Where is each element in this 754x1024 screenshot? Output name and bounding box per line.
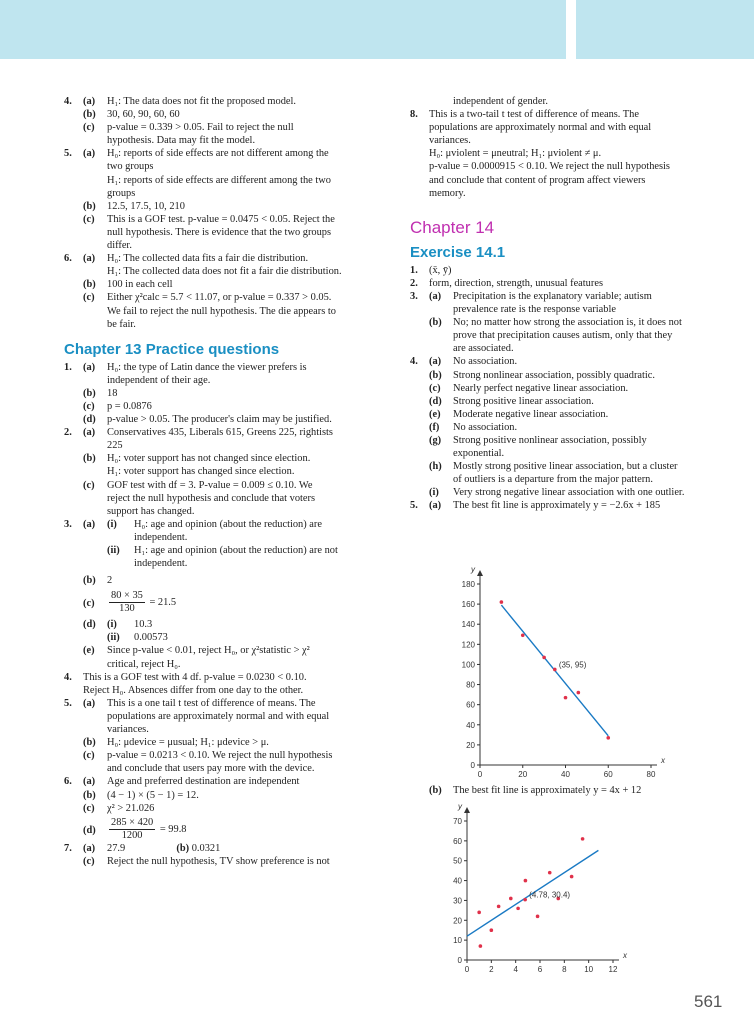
part-label: (b) [429, 785, 442, 796]
answer-text: groups [107, 187, 136, 199]
data-point [479, 944, 483, 948]
scatter-plot-b [440, 800, 627, 980]
answer-text: H₁: The data does not fit the proposed model. [107, 96, 296, 107]
subpart-label: (ii) [107, 632, 120, 644]
answer-part [64, 736, 374, 749]
answer-part [64, 855, 374, 868]
answer-part [64, 400, 374, 413]
answer-text: Either χ²calc = 5.7 < 11.07, or p-value = 0.337 > 0.05. [107, 292, 332, 304]
page-number: 561 [694, 992, 723, 1011]
exercise-3 [410, 290, 732, 316]
answer-value: 0.0321 [191, 842, 221, 854]
question-number: 4. [64, 96, 72, 107]
question-number: 5. [64, 697, 72, 709]
practice-heading: Chapter 13 Practice questions [64, 340, 280, 358]
answer-text: Very strong negative linear association with one outlier. [453, 487, 685, 499]
y-tick-label: 120 [461, 640, 475, 650]
question-number: 5. [410, 500, 418, 512]
answer-text: H₀: μviolent = μneutral; H₁: μviolent ≠ μ. [429, 148, 602, 160]
part-label: (b) [83, 200, 96, 212]
x-tick-label: 6 [537, 965, 543, 974]
answer-text: p-value = 0.0213 < 0.10. We reject the null hypothesis [107, 750, 333, 762]
part-label: (a) [83, 518, 96, 530]
part-label: (c) [83, 750, 95, 762]
x-tick-label: 2 [489, 965, 494, 974]
answer-text: Conservatives 435, Liberals 615, Greens 225, rightists [107, 427, 333, 439]
y-tick-label: 80 [466, 680, 475, 690]
answer-part [64, 479, 374, 518]
part-label: (i) [429, 487, 439, 499]
answer-text: Strong nonlinear association, possibly quadratic. [453, 369, 656, 381]
answer-text: 2 [107, 575, 113, 587]
data-point [577, 691, 581, 695]
question-number: 7. [64, 842, 72, 854]
data-point [477, 911, 481, 915]
answer-text: The best fit line is approximately y = 4x + 12 [453, 785, 642, 796]
y-axis-label: y [471, 565, 475, 574]
answer-text: Strong positive linear association. [453, 395, 594, 407]
answer-text: variances. [107, 724, 149, 736]
answer-text [64, 590, 374, 615]
subpart-label: (i) [107, 619, 117, 631]
exercise-4 [410, 355, 732, 368]
answer-text: Age and preferred destination are independent [107, 776, 300, 788]
y-tick-label: 20 [466, 740, 475, 750]
part-label: (e) [83, 645, 95, 657]
answer-text: Precipitation is the explanatory variable; autism [453, 290, 652, 302]
question-number: 2. [410, 277, 418, 289]
answer-text: support has changed. [107, 505, 195, 517]
x-axis-label: x [623, 951, 627, 960]
y-axis-arrow [477, 570, 483, 576]
part-label: (c) [83, 213, 95, 225]
answer-text: H₀: The collected data fits a fair die distribution. [107, 253, 309, 265]
answer-part [410, 316, 732, 355]
answer-text: Nearly perfect negative linear association. [453, 382, 629, 394]
part-label: (a) [429, 290, 442, 302]
part-label: (c) [83, 598, 95, 610]
answer-text: prevalence rate is the response variable [453, 304, 616, 316]
data-point [581, 837, 585, 841]
part-label: (b) [83, 453, 96, 465]
answer-text: 100 in each cell [107, 279, 173, 291]
answer-text: hypothesis. Data may fit the model. [107, 135, 256, 147]
answer-text: form, direction, strength, unusual features [429, 277, 603, 289]
answer-part [64, 291, 374, 330]
answer-text: H₀: voter support has not changed since election. [107, 453, 311, 465]
part-label: (a) [83, 253, 96, 265]
answer-part [410, 460, 732, 486]
part-label: (h) [429, 461, 442, 473]
answer-text: Reject the null hypothesis, TV show preference is not [107, 855, 330, 867]
answer-part [410, 395, 732, 408]
answer-text: H₀: reports of side effects are not different among the [107, 148, 329, 160]
answer-text: The best fit line is approximately y = −2.6x + 185 [453, 500, 661, 512]
answer-text: two groups [107, 161, 154, 173]
question-number: 4. [64, 671, 72, 683]
answer-part [64, 121, 374, 147]
question-number: 6. [64, 776, 72, 788]
answer-text: 10.3 [134, 619, 153, 631]
question-number: 3. [64, 518, 72, 530]
y-tick-label: 50 [453, 856, 462, 866]
answer-text [64, 842, 374, 855]
answer-text: H₁: The collected data does not fit a fair die distribution. [107, 266, 342, 278]
part-label: (c) [83, 479, 95, 491]
y-tick-label: 70 [453, 817, 462, 826]
y-tick-label: 30 [453, 896, 462, 906]
answer-part [64, 644, 374, 670]
answer-part [410, 369, 732, 382]
y-axis-label: y [458, 802, 462, 811]
x-tick-label: 10 [584, 965, 594, 974]
answer-text: and conclude that content of program affect viewers [429, 174, 646, 186]
data-point [521, 633, 525, 637]
question-number: 1. [410, 264, 418, 276]
answer-part [64, 574, 374, 587]
data-point [500, 600, 504, 604]
practice-7 [64, 842, 374, 855]
part-label: (c) [83, 122, 95, 134]
data-point [553, 668, 557, 672]
answer-text: (4 − 1) × (5 − 1) = 12. [107, 789, 199, 801]
fraction-numerator: 80 × 35 [111, 590, 143, 602]
question-number: 8. [410, 109, 418, 121]
practice-2 [64, 426, 374, 452]
part-label: (d) [429, 395, 442, 407]
answer-part [64, 544, 374, 570]
x-tick-label: 12 [608, 965, 618, 974]
y-tick-label: 0 [457, 956, 462, 965]
answer-text: No association. [453, 356, 518, 368]
part-label: (c) [83, 855, 95, 867]
part-label: (e) [429, 408, 441, 420]
answer-part [64, 817, 374, 842]
answer-part [64, 802, 374, 815]
answer-part [64, 200, 374, 213]
answer-part [64, 387, 374, 400]
x-tick-label: 80 [646, 770, 656, 779]
x-axis-label: x [661, 756, 665, 765]
y-tick-label: 40 [466, 720, 475, 730]
part-label: (d) [83, 619, 96, 631]
part-label: (b) [83, 789, 96, 801]
answer-text: exponential. [453, 448, 505, 460]
answer-text: This is a one tail t test of difference of means. The [107, 697, 316, 709]
exercise-5b [410, 784, 732, 797]
answer-part [64, 789, 374, 802]
answer-text: H₁: age and opinion (about the reduction) are not [134, 545, 338, 556]
question-number: 3. [410, 290, 418, 302]
practice-3 [64, 518, 374, 544]
answer-part [64, 278, 374, 291]
answer-text: p = 0.0876 [107, 400, 152, 412]
part-label: (d) [83, 824, 96, 836]
answer-text: Since p-value < 0.01, reject H₀, or χ²statistic > χ² [107, 645, 310, 657]
part-label: (a) [83, 842, 96, 854]
answer-text: critical, reject H₀. [107, 658, 181, 670]
header-band-right [576, 0, 754, 59]
fraction-numerator: 285 × 420 [111, 816, 154, 828]
question-number: 5. [64, 148, 72, 160]
part-label: (a) [83, 427, 96, 439]
answer-text: 18 [107, 387, 118, 399]
data-point [490, 928, 494, 932]
exercise-1 [410, 264, 732, 277]
x-tick-label: 40 [561, 770, 570, 779]
subpart-label: (ii) [107, 545, 120, 556]
practice-1 [64, 361, 374, 387]
fraction-denominator: 130 [119, 603, 135, 615]
part-label: (a) [429, 356, 442, 368]
part-label: (a) [83, 697, 96, 709]
part-label: (a) [83, 148, 96, 160]
data-point [564, 696, 568, 700]
scatter-plot-a [440, 565, 665, 782]
practice-5 [64, 697, 374, 736]
answer-part [410, 486, 732, 499]
part-label: (a) [429, 500, 442, 512]
chapter-heading: Chapter 14 [410, 217, 495, 237]
answer-text: variances. [429, 135, 471, 147]
part-label: (c) [429, 382, 441, 394]
answer-6 [64, 252, 374, 278]
answer-text: H₀: age and opinion (about the reduction) are [134, 518, 322, 530]
part-label: (c) [83, 292, 95, 304]
y-tick-label: 100 [461, 660, 475, 670]
x-tick-label: 8 [562, 965, 567, 974]
y-tick-label: 40 [453, 876, 462, 886]
answer-part [410, 434, 732, 460]
y-tick-label: 60 [453, 836, 462, 846]
answer-text: 225 [107, 440, 123, 452]
answer-text: χ² > 21.026 [107, 802, 155, 814]
answer-text: This is a two-tail t test of difference of means. The [429, 109, 639, 121]
x-tick-label: 4 [513, 965, 518, 974]
practice-6 [64, 775, 374, 788]
exercise-heading: Exercise 14.1 [410, 243, 506, 261]
answer-text: Strong positive nonlinear association, possibly [453, 434, 647, 446]
left-column [64, 95, 374, 868]
answer-text: independent of their age. [107, 374, 211, 386]
answer-text: populations are approximately normal and with equal [107, 710, 330, 722]
answer-text: Moderate negative linear association. [453, 408, 609, 420]
data-point [606, 736, 610, 740]
fraction-result: = 99.8 [159, 823, 187, 835]
data-point [497, 905, 501, 909]
fraction [109, 590, 145, 615]
data-point [542, 656, 546, 660]
answer-text: be fair. [107, 318, 136, 330]
answer-part [64, 618, 374, 631]
x-tick-label: 20 [518, 770, 528, 779]
answer-text: No association. [453, 421, 518, 433]
x-tick-label: 0 [477, 770, 483, 779]
answer-part [64, 213, 374, 252]
y-tick-label: 0 [470, 761, 475, 770]
answer-text: and conclude that users pay more with the device. [107, 763, 315, 775]
answer-text: (x̄, ȳ) [429, 264, 452, 276]
question-number: 2. [64, 427, 72, 439]
exercise-5 [410, 499, 732, 512]
answer-text: This is a GOF test with 4 df. p-value = 0.0230 < 0.10. [83, 671, 307, 683]
data-point [516, 907, 520, 911]
x-tick-label: 60 [603, 770, 613, 779]
answer-5 [64, 147, 374, 199]
part-label: (g) [429, 434, 442, 446]
y-axis-arrow [464, 807, 470, 813]
data-point [524, 879, 528, 883]
data-point [570, 875, 574, 879]
answer-part [64, 108, 374, 121]
part-label: (b) [83, 109, 96, 121]
answer-text: p-value > 0.05. The producer's claim may be justified. [107, 414, 332, 426]
answer-part [64, 749, 374, 775]
part-label: (c) [83, 400, 95, 412]
data-point [509, 897, 513, 901]
answer-text: Reject H₀. Absences differ from one day to the other. [83, 684, 304, 696]
fraction-result: = 21.5 [149, 597, 177, 609]
answer-part [410, 421, 732, 434]
answer-text: 0.00573 [134, 632, 168, 644]
data-point [536, 915, 540, 919]
answer-4 [64, 95, 374, 108]
point-annotation: (35, 95) [558, 660, 587, 670]
part-label: (a) [83, 361, 96, 373]
answer-text: of outliers is a departure from the major pattern. [453, 474, 653, 486]
part-label: (c) [83, 802, 95, 814]
part-label: (b) [83, 575, 96, 587]
question-number: 6. [64, 253, 72, 265]
answer-text: GOF test with df = 3. P-value = 0.009 ≤ 0.10. We [107, 479, 313, 491]
answer-text: H₁: reports of side effects are different among the two [107, 174, 331, 186]
subpart-label: (i) [107, 518, 117, 530]
fraction-denominator: 1200 [121, 829, 143, 841]
y-tick-label: 140 [461, 620, 475, 630]
y-tick-label: 160 [461, 600, 475, 610]
answer-value: 27.9 [107, 842, 126, 854]
answer-text: memory. [429, 187, 466, 199]
y-tick-label: 60 [466, 700, 475, 710]
practice-8 [410, 108, 732, 200]
answer-text: populations are approximately normal and with equal [429, 122, 652, 134]
part-label: (a) [83, 776, 96, 788]
data-point [548, 871, 552, 875]
header-band-left [0, 0, 566, 59]
part-label: (b) [176, 842, 190, 854]
answer-text: H₁: voter support has changed since election. [107, 466, 295, 478]
answer-text: p-value = 0.0000915 < 0.10. We reject the null hypothesis [429, 161, 670, 173]
data-point [523, 898, 527, 902]
part-label: (b) [429, 317, 442, 329]
answer-text: We fail to reject the null hypothesis. The die appears to [107, 305, 336, 317]
part-label: (b) [83, 387, 96, 399]
question-number: 4. [410, 356, 418, 368]
x-tick-label: 0 [464, 965, 470, 974]
answer-text: independent of gender. [453, 96, 548, 107]
answer-text: 30, 60, 90, 60, 60 [107, 109, 180, 121]
y-tick-label: 180 [461, 580, 475, 589]
answer-text: H₀: the type of Latin dance the viewer prefers is [107, 361, 307, 373]
answer-text: reject the null hypothesis and conclude that voters [107, 492, 316, 504]
answer-text: independent. [134, 558, 188, 570]
answer-text: This is a GOF test. p-value = 0.0475 < 0.05. Reject the [107, 213, 335, 225]
answer-text: Mostly strong positive linear association, but a cluster [453, 461, 678, 473]
answer-text: No; no matter how strong the association is, it does not [453, 317, 682, 329]
answer-part [64, 452, 374, 478]
answer-text: null hypothesis. There is evidence that the two groups [107, 226, 332, 238]
part-label: (b) [429, 369, 442, 381]
answer-text: differ. [107, 240, 132, 252]
answer-text: are associated. [453, 343, 514, 355]
part-label: (b) [83, 279, 96, 291]
part-label: (d) [83, 414, 96, 426]
y-tick-label: 10 [453, 936, 462, 946]
answer-part [410, 382, 732, 395]
part-label: (a) [83, 96, 96, 107]
exercise-2 [410, 277, 732, 290]
y-tick-label: 20 [453, 916, 462, 926]
answer-text: H₀: μdevice = μusual; H₁: μdevice > μ. [107, 737, 269, 749]
answer-text: independent. [134, 531, 188, 543]
answer-text [64, 817, 374, 842]
part-label: (b) [83, 737, 96, 749]
part-label: (f) [429, 421, 440, 433]
answer-text: prove that precipitation causes autism, only that they [453, 330, 673, 342]
answer-text: 12.5, 17.5, 10, 210 [107, 200, 185, 212]
fraction [109, 817, 155, 842]
answer-text: p-value = 0.339 > 0.05. Fail to reject the null [107, 122, 294, 134]
answer-part [410, 408, 732, 421]
question-number: 1. [64, 361, 72, 373]
answer-part [64, 590, 374, 615]
point-annotation: (4.78, 30.4) [529, 890, 571, 900]
practice-4 [64, 671, 374, 697]
answer-part [64, 413, 374, 426]
right-column [410, 95, 732, 513]
answer-part [64, 631, 374, 644]
